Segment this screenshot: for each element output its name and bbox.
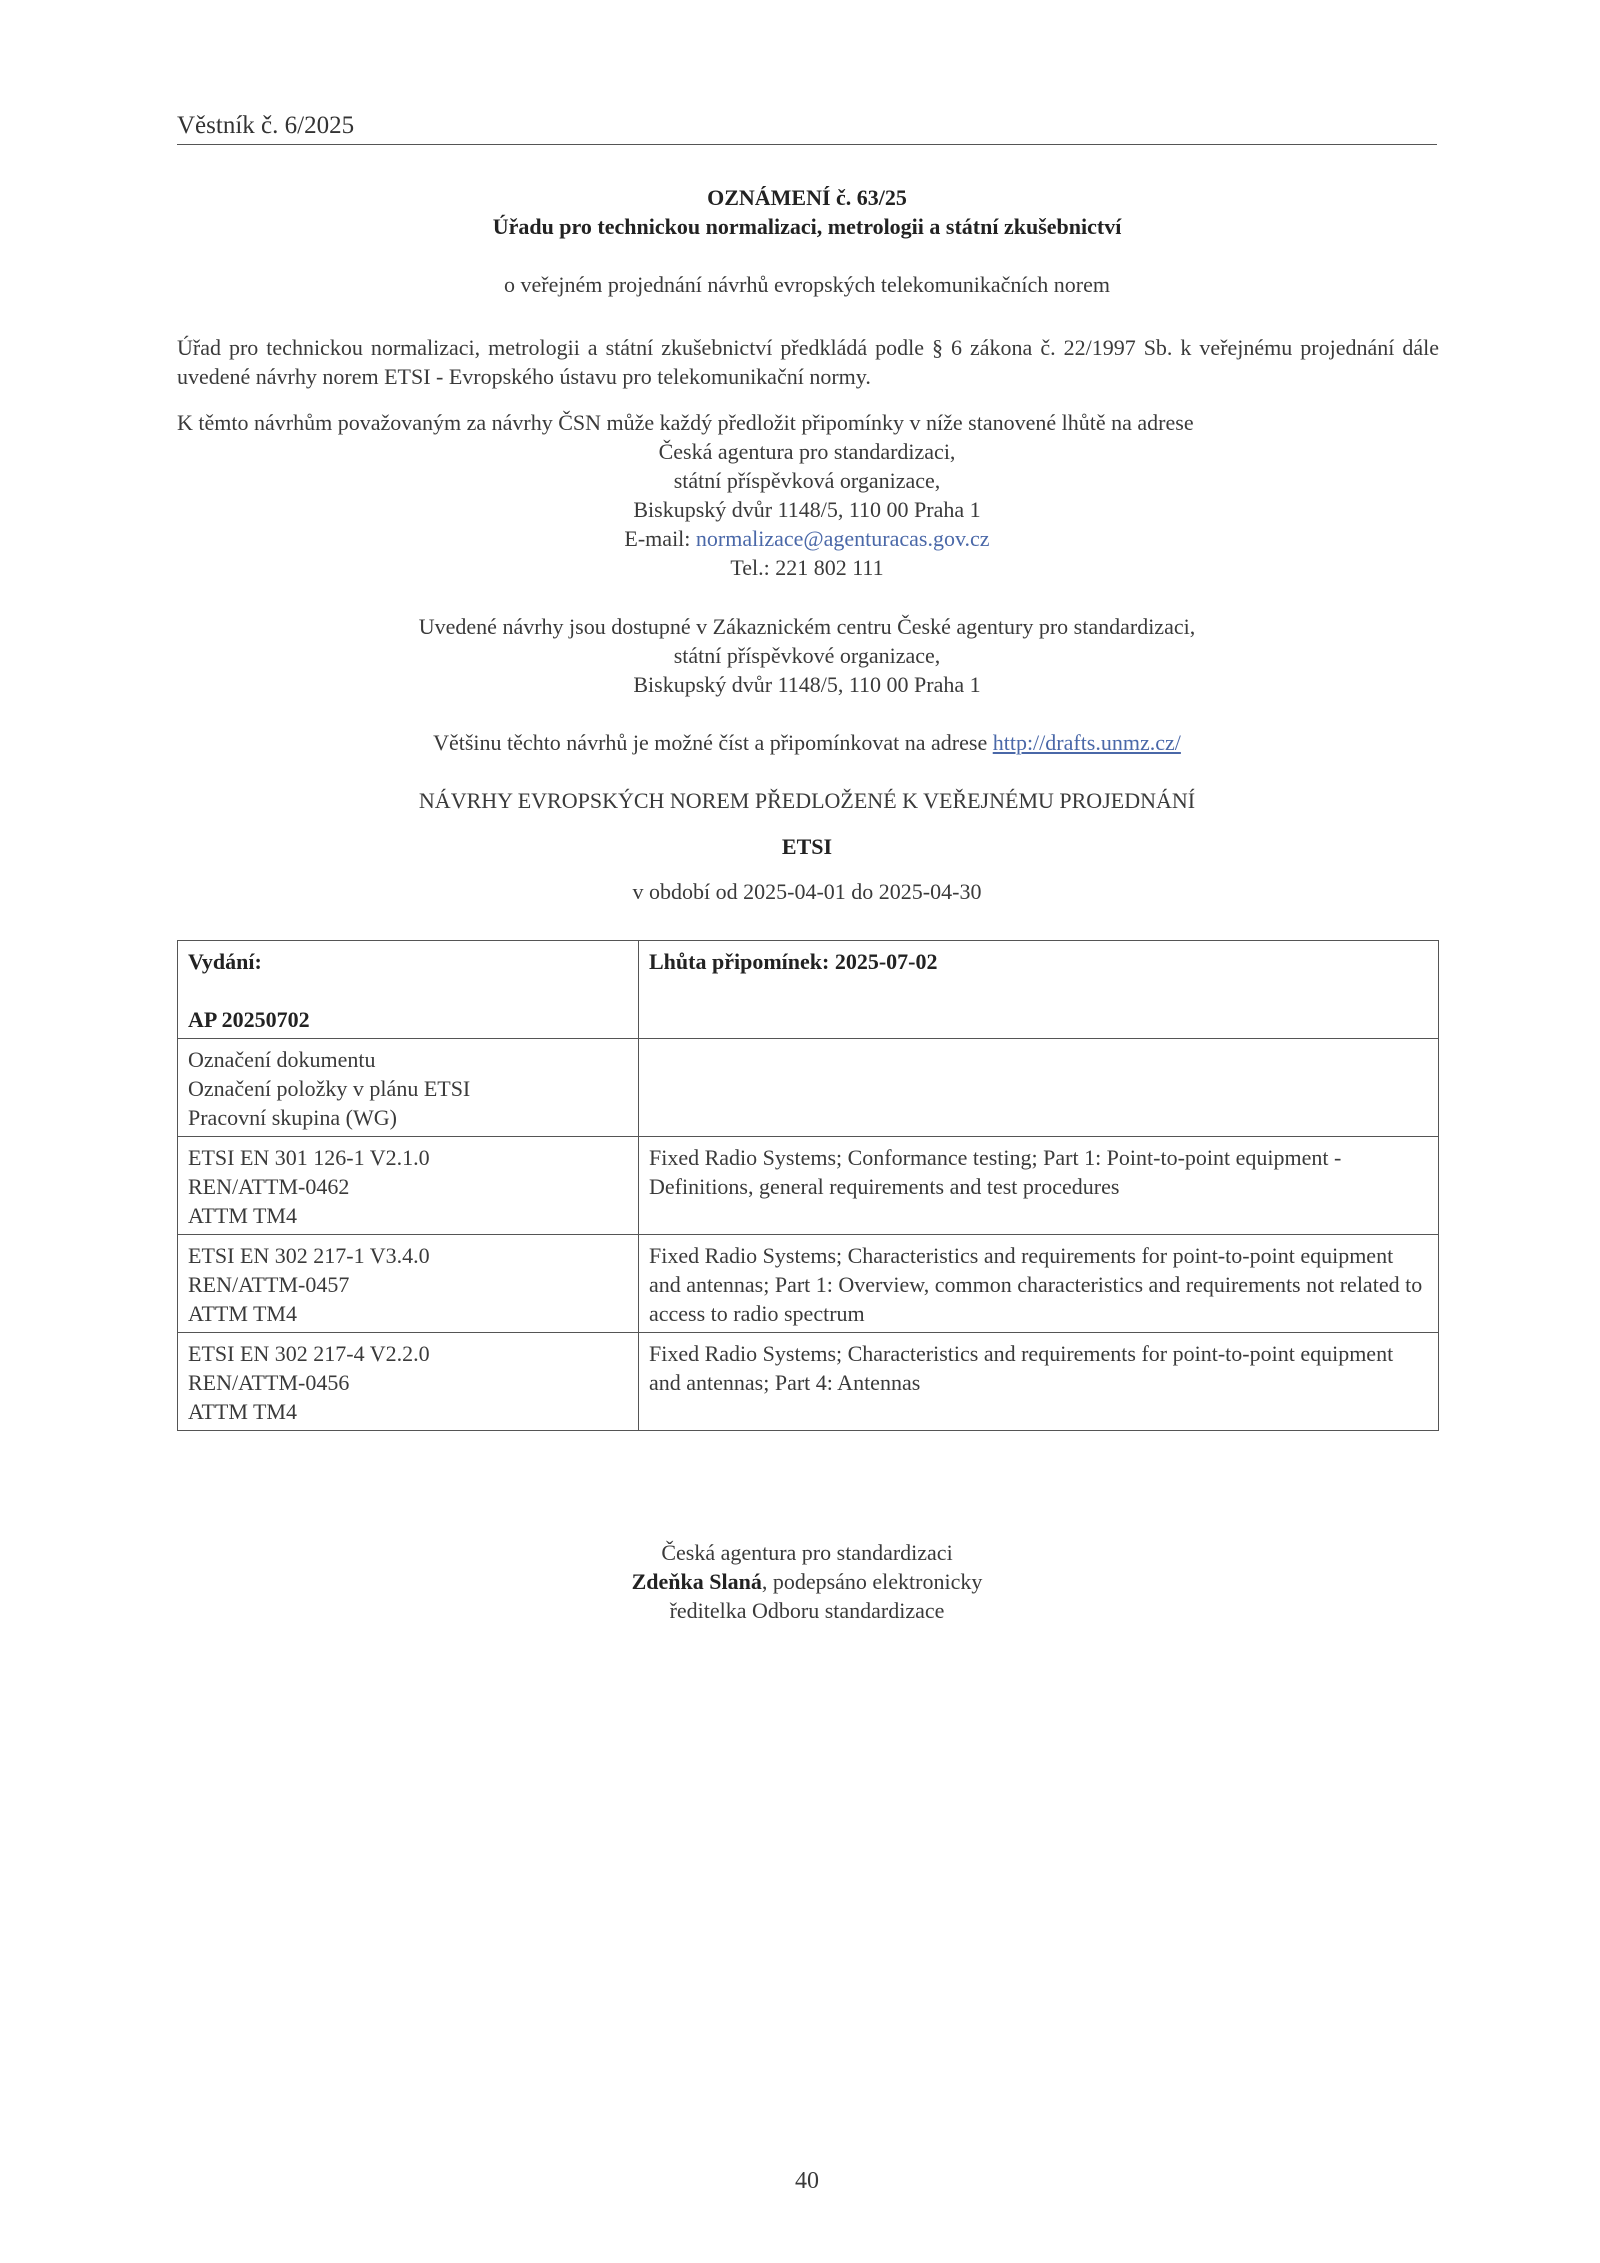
row-title-cell: Fixed Radio Systems; Characteristics and requirements for point-to-point equipment and antennas; Part 1: Overview, common characteristics and requirements not related to access to radio spectrum — [639, 1235, 1439, 1333]
issue-label: Vydání: — [188, 949, 262, 974]
online-line — [177, 728, 1437, 757]
availability-line-3: Biskupský dvůr 1148/5, 110 00 Praha 1 — [633, 672, 981, 697]
deadline-text: Lhůta připomínek: 2025-07-02 — [649, 949, 938, 974]
section-heading: NÁVRHY EVROPSKÝCH NOREM PŘEDLOŽENÉ K VEŘEJNÉMU PROJEDNÁNÍ — [418, 788, 1196, 813]
announcement-office: Úřadu pro technickou normalizaci, metrologii a státní zkušebnictví — [492, 214, 1122, 239]
row-item: REN/ATTM-0456 — [188, 1370, 350, 1395]
legend-empty-cell — [639, 1039, 1439, 1137]
address-phone: Tel.: 221 802 111 — [730, 555, 884, 580]
comments-lead: K těmto návrhům považovaným za návrhy ČSN může každý předložit připomínky v níže stanovené lhůtě na adrese — [177, 410, 1194, 435]
row-doc: ETSI EN 302 217-4 V2.2.0 — [188, 1341, 430, 1366]
row-id-cell — [178, 1235, 639, 1333]
drafts-link[interactable]: http://drafts.unmz.cz/ — [992, 730, 1181, 755]
row-title-cell: Fixed Radio Systems; Characteristics and requirements for point-to-point equipment and antennas; Part 4: Antennas — [639, 1333, 1439, 1431]
email-link[interactable]: normalizace@agenturacas.gov.cz — [695, 526, 990, 551]
address-line-3: Biskupský dvůr 1148/5, 110 00 Praha 1 — [633, 497, 981, 522]
legend-doc: Označení dokumentu — [188, 1047, 376, 1072]
address-line-1: Česká agentura pro standardizaci, — [658, 439, 956, 464]
row-wg: ATTM TM4 — [188, 1203, 297, 1228]
signature-name: Zdeňka Slaná — [631, 1569, 762, 1594]
table-legend-row — [178, 1039, 1439, 1137]
intro-text: Úřad pro technickou normalizaci, metrologii a státní zkušebnictví předkládá podle § 6 zákona č. 22/1997 Sb. k veřejnému projednání dále uvedené návrhy norem ETSI - Evropského ústavu pro telekomunikační normy. — [177, 335, 1439, 389]
email-label: E-mail: — [624, 526, 696, 551]
row-wg: ATTM TM4 — [188, 1301, 297, 1326]
announcement-title: OZNÁMENÍ č. 63/25 — [707, 185, 907, 210]
legend-wg: Pracovní skupina (WG) — [188, 1105, 397, 1130]
address-email-line — [177, 524, 1437, 553]
table-row — [178, 1235, 1439, 1333]
row-doc: ETSI EN 302 217-1 V3.4.0 — [188, 1243, 430, 1268]
table-row — [178, 1137, 1439, 1235]
section-period: v období od 2025-04-01 do 2025-04-30 — [632, 879, 982, 904]
row-id-cell — [178, 1333, 639, 1431]
intro-paragraph — [177, 333, 1439, 391]
signature-org: Česká agentura pro standardizaci — [661, 1540, 953, 1565]
legend-item: Označení položky v plánu ETSI — [188, 1076, 471, 1101]
announcement-subtitle: o veřejném projednání návrhů evropských telekomunikačních norem — [503, 272, 1111, 297]
address-block — [177, 437, 1437, 582]
section-org: ETSI — [781, 834, 833, 859]
address-line-2: státní příspěvková organizace, — [673, 468, 941, 493]
issue-code: AP 20250702 — [188, 1007, 310, 1032]
signature-block — [177, 1538, 1437, 1625]
page-number: 40 — [795, 2168, 819, 2194]
signature-signed: , podepsáno elektronicky — [761, 1569, 983, 1594]
issue-cell — [178, 941, 639, 1039]
journal-header: Věstník č. 6/2025 — [177, 112, 1437, 145]
drafts-table — [177, 940, 1439, 1431]
deadline-cell — [639, 941, 1439, 1039]
availability-block — [177, 612, 1437, 699]
signature-role: ředitelka Odboru standardizace — [669, 1598, 945, 1623]
row-item: REN/ATTM-0462 — [188, 1174, 350, 1199]
availability-line-1: Uvedené návrhy jsou dostupné v Zákaznickém centru České agentury pro standardizaci, — [418, 614, 1196, 639]
row-item: REN/ATTM-0457 — [188, 1272, 350, 1297]
online-text: Většinu těchto návrhů je možné číst a připomínkovat na adrese — [433, 730, 993, 755]
availability-line-2: státní příspěvkové organizace, — [673, 643, 941, 668]
row-wg: ATTM TM4 — [188, 1399, 297, 1424]
row-doc: ETSI EN 301 126-1 V2.1.0 — [188, 1145, 430, 1170]
row-id-cell — [178, 1137, 639, 1235]
table-header-row — [178, 941, 1439, 1039]
signature-line — [177, 1567, 1437, 1596]
table-row — [178, 1333, 1439, 1431]
legend-cell — [178, 1039, 639, 1137]
row-title-cell: Fixed Radio Systems; Conformance testing; Part 1: Point-to-point equipment - Definitions, general requirements and test procedures — [639, 1137, 1439, 1235]
